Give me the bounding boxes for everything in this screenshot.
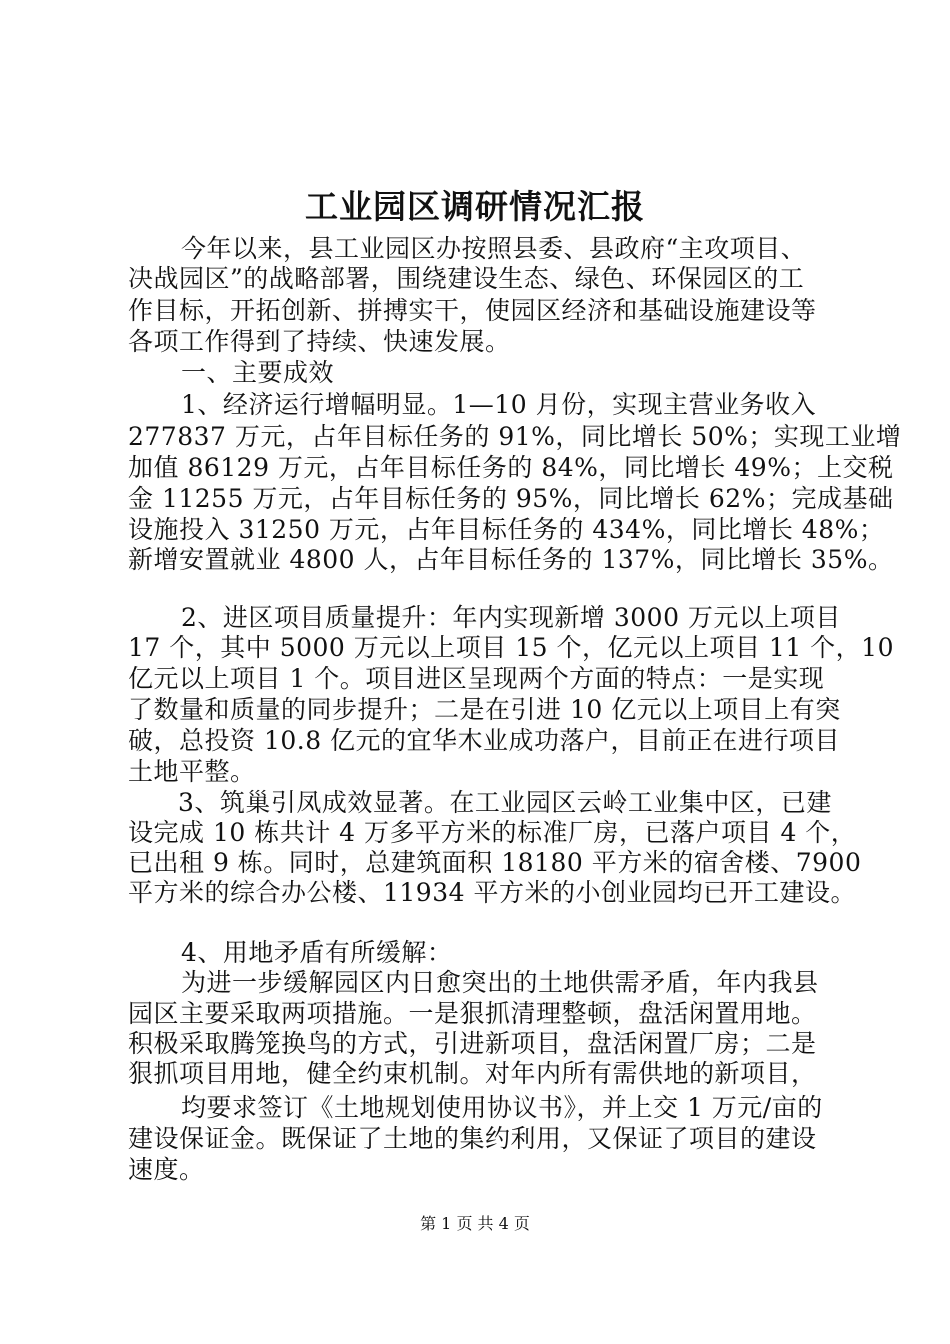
text-line: 金 11255 万元，占年目标任务的 95%，同比增长 62%；完成基础 bbox=[128, 484, 894, 513]
text-line: 破，总投资 10.8 亿元的宜华木业成功落户，目前正在进行项目 bbox=[128, 726, 841, 755]
page-number: 第 1 页 共 4 页 bbox=[420, 1214, 530, 1233]
section-heading: 一、主要成效 bbox=[181, 358, 335, 387]
text-line: 园区主要采取两项措施。一是狠抓清理整顿，盘活闲置用地。 bbox=[128, 999, 817, 1028]
text-line: 新增安置就业 4800 人，占年目标任务的 137%，同比增长 35%。 bbox=[128, 545, 894, 574]
text-line: 了数量和质量的同步提升；二是在引进 10 亿元以上项目上有突 bbox=[128, 695, 841, 724]
text-line: 277837 万元，占年目标任务的 91%，同比增长 50%；实现工业增 bbox=[128, 422, 902, 451]
text-line: 各项工作得到了持续、快速发展。 bbox=[128, 327, 511, 356]
text-line: 设完成 10 栋共计 4 万多平方米的标准厂房，已落户项目 4 个， bbox=[128, 818, 857, 847]
text-line: 作目标，开拓创新、拼搏实干，使园区经济和基础设施建设等 bbox=[128, 296, 817, 325]
text-line: 设施投入 31250 万元，占年目标任务的 434%，同比增长 48%； bbox=[128, 515, 885, 544]
text-line: 17 个，其中 5000 万元以上项目 15 个，亿元以上项目 11 个，10 bbox=[128, 633, 894, 662]
text-line: 2、进区项目质量提升：年内实现新增 3000 万元以上项目 bbox=[181, 603, 841, 632]
text-line: 均要求签订《土地规划使用协议书》，并上交 1 万元/亩的 bbox=[181, 1093, 823, 1122]
document-title: 工业园区调研情况汇报 bbox=[305, 187, 645, 226]
text-line: 3、筑巢引凤成效显著。在工业园区云岭工业集中区，已建 bbox=[178, 788, 832, 817]
text-line: 加值 86129 万元，占年目标任务的 84%，同比增长 49%；上交税 bbox=[128, 453, 894, 482]
text-line: 速度。 bbox=[128, 1155, 205, 1184]
text-line: 已出租 9 栋。同时，总建筑面积 18180 平方米的宿舍楼、7900 bbox=[128, 848, 862, 877]
text-line: 今年以来，县工业园区办按照县委、县政府“主攻项目、 bbox=[181, 234, 807, 263]
text-line: 平方米的综合办公楼、11934 平方米的小创业园均已开工建设。 bbox=[128, 878, 856, 907]
text-line: 4、用地矛盾有所缓解： bbox=[181, 938, 453, 967]
text-line: 土地平整。 bbox=[128, 757, 256, 786]
text-line: 为进一步缓解园区内日愈突出的土地供需矛盾，年内我县 bbox=[181, 968, 819, 997]
text-line: 建设保证金。既保证了土地的集约利用，又保证了项目的建设 bbox=[128, 1124, 817, 1153]
text-line: 决战园区”的战略部署，围绕建设生态、绿色、环保园区的工 bbox=[128, 264, 805, 293]
text-line: 积极采取腾笼换鸟的方式，引进新项目，盘活闲置厂房；二是 bbox=[128, 1029, 817, 1058]
text-line: 狠抓项目用地，健全约束机制。对年内所有需供地的新项目， bbox=[128, 1059, 817, 1088]
text-line: 1、经济运行增幅明显。1—10 月份，实现主营业务收入 bbox=[181, 390, 817, 419]
text-line: 亿元以上项目 1 个。项目进区呈现两个方面的特点：一是实现 bbox=[128, 664, 825, 693]
